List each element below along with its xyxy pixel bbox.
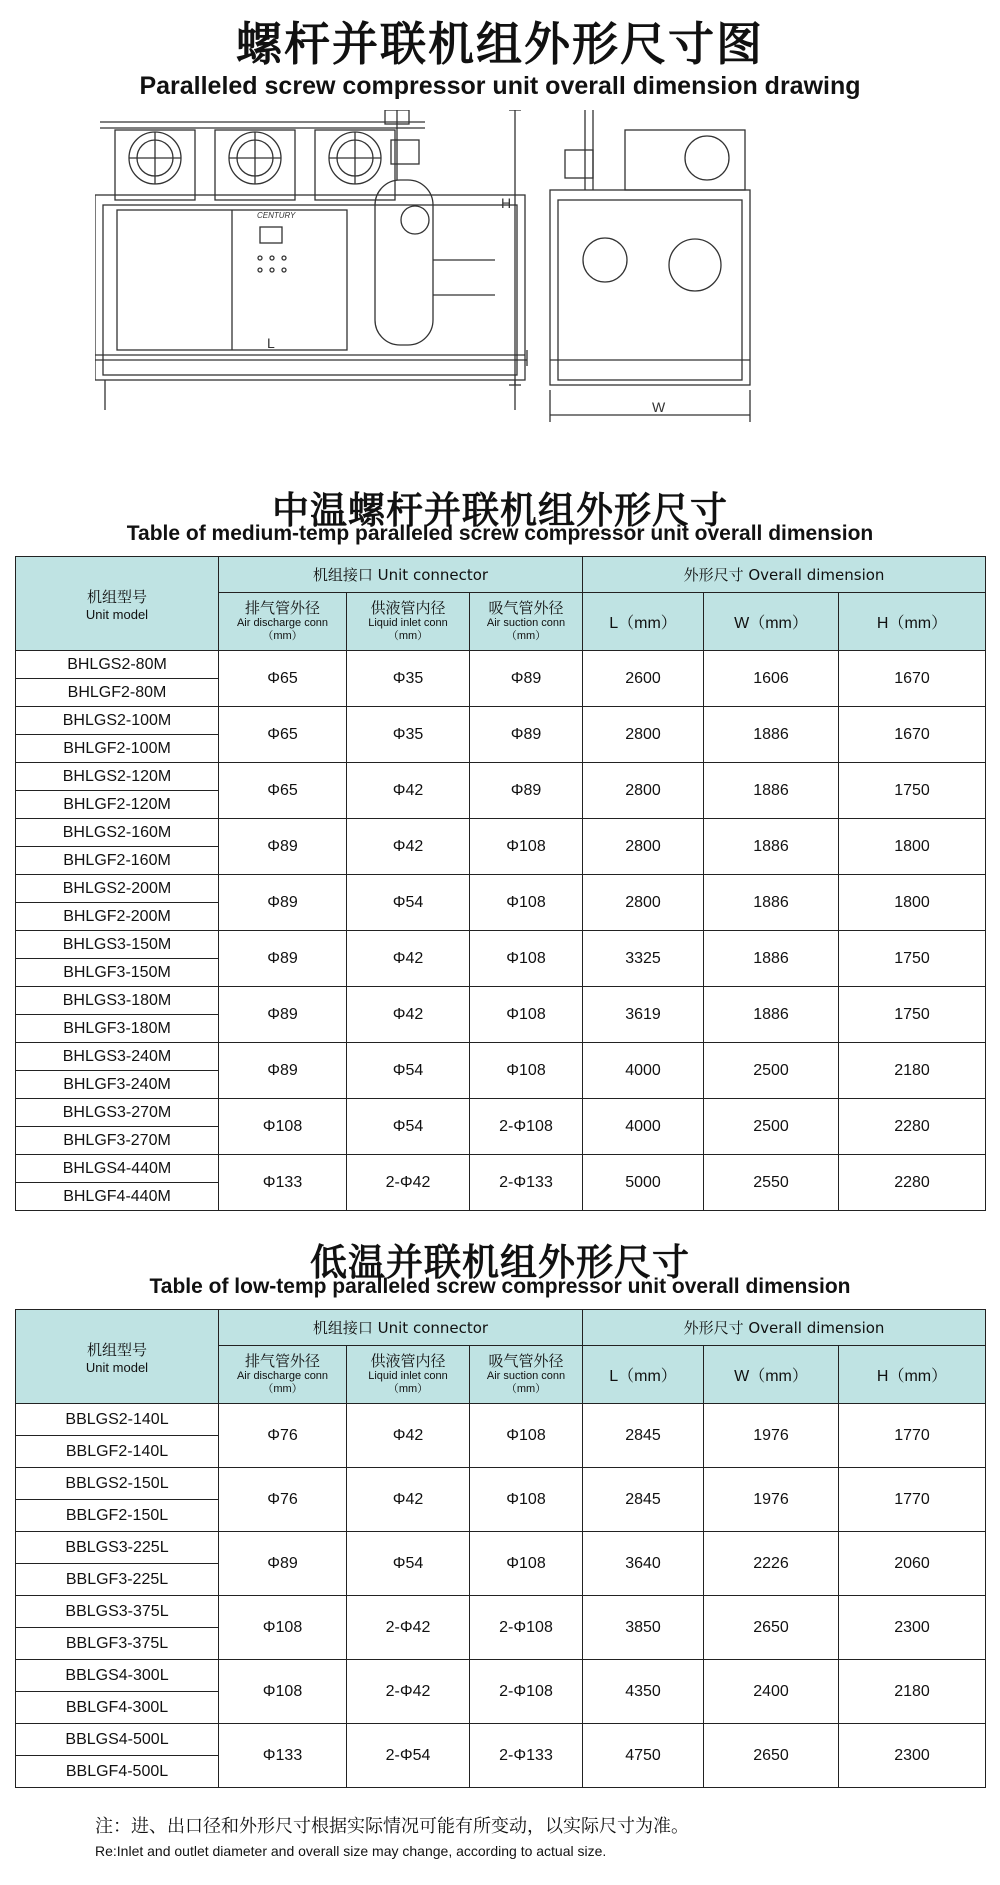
model-cell: BHLGF3-150M [16,959,219,987]
header-w: W（mm） [704,1346,839,1404]
l-cell: 2845 [583,1404,704,1468]
discharge-cell: Φ89 [219,1532,347,1596]
dimension-label-h: H [501,195,512,211]
h-cell: 2300 [839,1724,986,1788]
model-cell: BHLGS3-150M [16,931,219,959]
suction-cell: Φ108 [470,819,583,875]
w-cell: 1606 [704,651,839,707]
model-cell: BBLGS4-500L [16,1724,219,1756]
model-cell: BHLGF3-270M [16,1127,219,1155]
model-cell: BBLGF3-375L [16,1628,219,1660]
table-row [16,1099,986,1127]
low-temp-table [15,1309,986,1788]
table-row [16,1468,986,1500]
dimension-label-l: L [267,335,275,351]
model-cell: BBLGF3-225L [16,1564,219,1596]
discharge-cell: Φ108 [219,1660,347,1724]
model-cell: BHLGF2-200M [16,903,219,931]
liquid-cell: Φ54 [347,1099,470,1155]
discharge-cell: Φ133 [219,1155,347,1211]
model-cell: BHLGS2-200M [16,875,219,903]
suction-cell: Φ108 [470,1532,583,1596]
h-cell: 1800 [839,875,986,931]
liquid-cell: Φ54 [347,875,470,931]
suction-cell: 2-Φ133 [470,1155,583,1211]
h-cell: 1670 [839,707,986,763]
low-table-title-en: Table of low-temp paralleled screw compressor unit overall dimension [149,1275,851,1298]
header-overall-dimension: 外形尺寸 Overall dimension [583,1310,986,1346]
discharge-cell: Φ89 [219,875,347,931]
h-cell: 2300 [839,1596,986,1660]
discharge-cell: Φ76 [219,1404,347,1468]
w-cell: 1886 [704,707,839,763]
medium-table-title-cn: 中温螺杆并联机组外形尺寸 [272,489,728,532]
liquid-cell: Φ42 [347,819,470,875]
model-cell: BHLGF2-100M [16,735,219,763]
liquid-cell: 2-Φ42 [347,1155,470,1211]
model-cell: BHLGF3-180M [16,1015,219,1043]
h-cell: 1800 [839,819,986,875]
l-cell: 2800 [583,819,704,875]
w-cell: 1886 [704,763,839,819]
discharge-cell: Φ108 [219,1099,347,1155]
model-cell: BBLGS3-225L [16,1532,219,1564]
dimension-label-w: W [652,399,666,415]
l-cell: 2800 [583,875,704,931]
header-unit-connector: 机组接口 Unit connector [219,557,583,593]
w-cell: 2550 [704,1155,839,1211]
side-frame [550,190,750,385]
discharge-cell: Φ76 [219,1468,347,1532]
table-row [16,931,986,959]
suction-cell: Φ89 [470,707,583,763]
table-row [16,819,986,847]
medium-temp-table [15,556,986,1211]
liquid-cell: Φ35 [347,651,470,707]
h-cell: 1770 [839,1468,986,1532]
suction-cell: Φ108 [470,875,583,931]
w-cell: 1976 [704,1404,839,1468]
discharge-cell: Φ65 [219,707,347,763]
suction-cell: Φ108 [470,1468,583,1532]
table-row [16,707,986,735]
liquid-cell: Φ42 [347,1404,470,1468]
header-discharge: 排气管外径 Air discharge conn （mm） [219,1346,347,1404]
model-cell: BHLGS2-120M [16,763,219,791]
suction-cell: Φ108 [470,1404,583,1468]
model-cell: BHLGS3-270M [16,1099,219,1127]
liquid-cell: 2-Φ42 [347,1596,470,1660]
suction-cell: Φ108 [470,931,583,987]
model-cell: BHLGS3-240M [16,1043,219,1071]
model-cell: BHLGF2-80M [16,679,219,707]
header-h: H（mm） [839,593,986,651]
liquid-cell: Φ42 [347,1468,470,1532]
discharge-cell: Φ65 [219,763,347,819]
l-cell: 3850 [583,1596,704,1660]
model-cell: BHLGS3-180M [16,987,219,1015]
w-cell: 1886 [704,931,839,987]
l-cell: 2600 [583,651,704,707]
l-cell: 2800 [583,707,704,763]
suction-cell: 2-Φ133 [470,1724,583,1788]
model-cell: BBLGS2-140L [16,1404,219,1436]
w-cell: 2500 [704,1099,839,1155]
model-cell: BHLGS2-80M [16,651,219,679]
liquid-cell: Φ54 [347,1532,470,1596]
w-cell: 2226 [704,1532,839,1596]
unit-dimension-drawing [95,110,925,440]
suction-cell: Φ108 [470,1043,583,1099]
compressor-1 [115,130,195,200]
model-cell: BHLGF4-440M [16,1183,219,1211]
h-cell: 2280 [839,1155,986,1211]
l-cell: 4000 [583,1099,704,1155]
low-table-title-cn: 低温并联机组外形尺寸 [310,1241,690,1284]
front-frame [95,195,525,380]
header-l: L（mm） [583,593,704,651]
compressor-2 [215,130,295,200]
model-cell: BBLGF4-300L [16,1692,219,1724]
header-discharge: 排气管外径 Air discharge conn （mm） [219,593,347,651]
h-cell: 2180 [839,1660,986,1724]
model-cell: BHLGS2-100M [16,707,219,735]
discharge-cell: Φ89 [219,819,347,875]
cabinet-brand: CENTURY [257,211,296,220]
h-cell: 1750 [839,763,986,819]
header-liquid: 供液管内径 Liquid inlet conn （mm） [347,593,470,651]
l-cell: 5000 [583,1155,704,1211]
model-cell: BHLGF3-240M [16,1071,219,1099]
l-cell: 2845 [583,1468,704,1532]
w-cell: 2400 [704,1660,839,1724]
model-cell: BBLGS2-150L [16,1468,219,1500]
table-row [16,1724,986,1756]
w-cell: 2650 [704,1596,839,1660]
model-cell: BHLGS2-160M [16,819,219,847]
w-cell: 2500 [704,1043,839,1099]
h-cell: 1670 [839,651,986,707]
header-suction: 吸气管外径 Air suction conn （mm） [470,1346,583,1404]
model-cell: BHLGS4-440M [16,1155,219,1183]
suction-cell: 2-Φ108 [470,1099,583,1155]
liquid-cell: Φ35 [347,707,470,763]
model-cell: BBLGF2-150L [16,1500,219,1532]
discharge-cell: Φ89 [219,987,347,1043]
h-cell: 2180 [839,1043,986,1099]
model-cell: BHLGF2-120M [16,791,219,819]
liquid-cell: 2-Φ54 [347,1724,470,1788]
table-row [16,1660,986,1692]
table-row [16,875,986,903]
l-cell: 3325 [583,931,704,987]
l-cell: 3619 [583,987,704,1043]
table-row [16,651,986,679]
compressor-3 [315,130,395,200]
h-cell: 1750 [839,987,986,1043]
l-cell: 4000 [583,1043,704,1099]
suction-cell: 2-Φ108 [470,1660,583,1724]
liquid-cell: Φ42 [347,931,470,987]
header-l: L（mm） [583,1346,704,1404]
liquid-cell: 2-Φ42 [347,1660,470,1724]
l-cell: 3640 [583,1532,704,1596]
drawing-title-en: Paralleled screw compressor unit overall dimension drawing [139,72,861,100]
h-cell: 2280 [839,1099,986,1155]
table-row [16,1596,986,1628]
header-unit-model: 机组型号 Unit model [16,1310,219,1404]
liquid-cell: Φ42 [347,763,470,819]
suction-cell: Φ89 [470,651,583,707]
discharge-cell: Φ133 [219,1724,347,1788]
h-cell: 2060 [839,1532,986,1596]
table-row [16,987,986,1015]
l-cell: 4750 [583,1724,704,1788]
w-cell: 2650 [704,1724,839,1788]
table-row [16,1532,986,1564]
table-row [16,1043,986,1071]
w-cell: 1886 [704,875,839,931]
w-cell: 1886 [704,987,839,1043]
w-cell: 1886 [704,819,839,875]
header-w: W（mm） [704,593,839,651]
footnote-en: Re:Inlet and outlet diameter and overall size may change, according to actual size. [95,1843,607,1859]
discharge-cell: Φ65 [219,651,347,707]
model-cell: BBLGF2-140L [16,1436,219,1468]
discharge-cell: Φ89 [219,1043,347,1099]
header-unit-connector: 机组接口 Unit connector [219,1310,583,1346]
table-row [16,1155,986,1183]
table-row [16,763,986,791]
medium-table-title-en: Table of medium-temp paralleled screw compressor unit overall dimension [126,522,874,545]
liquid-cell: Φ42 [347,987,470,1043]
header-h: H（mm） [839,1346,986,1404]
header-suction: 吸气管外径 Air suction conn （mm） [470,593,583,651]
header-liquid: 供液管内径 Liquid inlet conn （mm） [347,1346,470,1404]
suction-cell: 2-Φ108 [470,1596,583,1660]
model-cell: BBLGS3-375L [16,1596,219,1628]
discharge-cell: Φ89 [219,931,347,987]
header-unit-model: 机组型号 Unit model [16,557,219,651]
discharge-cell: Φ108 [219,1596,347,1660]
table-row [16,1404,986,1436]
liquid-cell: Φ54 [347,1043,470,1099]
header-overall-dimension: 外形尺寸 Overall dimension [583,557,986,593]
model-cell: BBLGF4-500L [16,1756,219,1788]
l-cell: 2800 [583,763,704,819]
w-cell: 1976 [704,1468,839,1532]
suction-cell: Φ89 [470,763,583,819]
suction-cell: Φ108 [470,987,583,1043]
model-cell: BHLGF2-160M [16,847,219,875]
model-cell: BBLGS4-300L [16,1660,219,1692]
drawing-title-cn: 螺杆并联机组外形尺寸图 [236,17,764,71]
footnote-cn: 注：进、出口径和外形尺寸根据实际情况可能有所变动，以实际尺寸为准。 [95,1816,689,1837]
h-cell: 1750 [839,931,986,987]
h-cell: 1770 [839,1404,986,1468]
l-cell: 4350 [583,1660,704,1724]
